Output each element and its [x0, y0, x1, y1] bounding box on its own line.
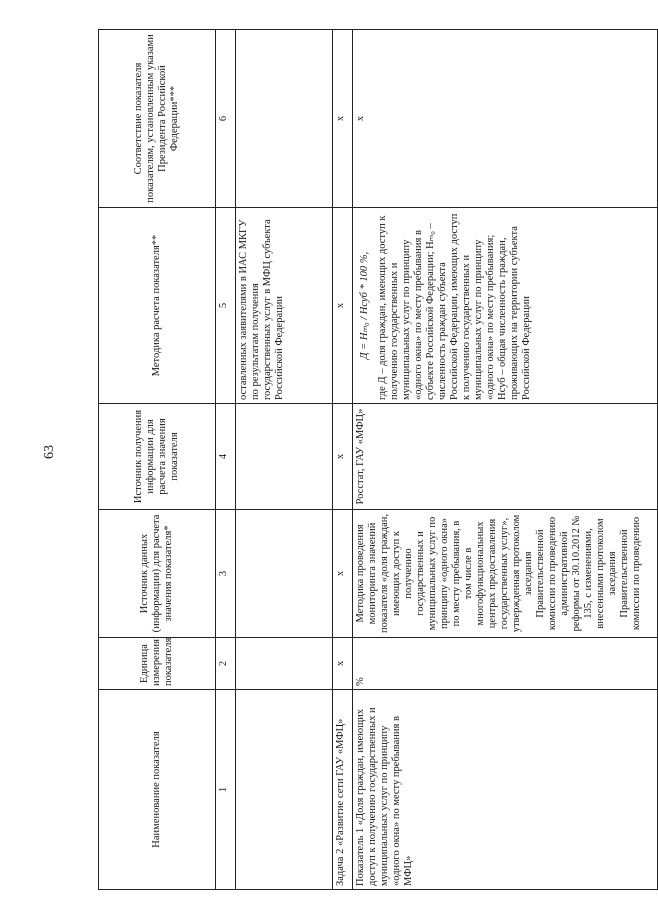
header-name: Наименование показателя: [99, 690, 216, 890]
indicator-unit: %: [353, 638, 658, 690]
indicator-source-data: Методика проведения мониторинга значений показателя «доля граждан, имеющих доступ к получению государственных и муниципальных услуг по принципу «одного окна» по месту пребывания, в том числе в многофункциональных центрах предоставления государственных услуг», утвержденная протоколом заседания Правительственной комиссии по проведению административной реформы от 30.10.2012 № 135, с изменениями, внесенными протоколом заседания Правительственной комиссии по проведению: [353, 510, 658, 638]
col-number: 4: [216, 404, 236, 510]
header-unit: Единица измерения показателя: [99, 638, 216, 690]
task-unit: х: [333, 638, 353, 690]
column-number-row: [216, 30, 236, 890]
method-text: где Д – доля граждан, имеющих доступ к получению государственных и муниципальных услуг по принципу «одного окна» по месту пребывания в субъекте Российской Федерации; Нₘ₀ – численность граждан субъекта Российской Федерации, имеющих доступ к получению государственных и муниципальных услуг по принципу «одного окна» по месту пребывания; Нсуб – общая численность граждан, проживающих на территории субъекта Российской Федерации: [377, 213, 532, 400]
col-number: 6: [216, 30, 236, 208]
header-compliance: Соответствие показателя показателям, установленным указами Президента Российской Федерации***: [99, 30, 216, 208]
indicator-source-info: Росстат, ГАУ «МФЦ»: [353, 404, 658, 510]
col-number: 2: [216, 638, 236, 690]
indicator-table-rotated: [98, 30, 642, 890]
header-row: [99, 30, 216, 890]
task-name: Задача 2 «Развитие сети ГАУ «МФЦ»: [333, 690, 353, 890]
task-compliance: х: [333, 30, 353, 208]
task-source-data: х: [333, 510, 353, 638]
continuation-row: [236, 30, 333, 890]
continuation-cell: [236, 404, 333, 510]
col-number: 5: [216, 208, 236, 404]
continuation-cell: [236, 638, 333, 690]
page-number: 63: [42, 445, 57, 459]
indicator-row: [353, 30, 658, 890]
task-source-info: х: [333, 404, 353, 510]
indicator-method-cell: [353, 208, 658, 404]
indicator-table: [98, 29, 658, 890]
task-method: х: [333, 208, 353, 404]
header-method: Методика расчета показателя**: [99, 208, 216, 404]
col-number: 3: [216, 510, 236, 638]
formula: Д = Нₘ₀ / Нсуб * 100 %,: [359, 251, 370, 360]
header-source-info: Источник получения информации для расчета значения показателя: [99, 404, 216, 510]
header-source-data: Источник данных (информации) для расчета значения показателя*: [99, 510, 216, 638]
indicator-compliance: х: [353, 30, 658, 208]
continuation-method-text: оставленных заявителями в ИАС МКГУ по результатам получения государственных услуг в МФЦ субъекта Российской Федерации: [236, 208, 333, 404]
continuation-cell: [236, 690, 333, 890]
task-row: [333, 30, 353, 890]
col-number: 1: [216, 690, 236, 890]
indicator-name: Показатель 1 «Доля граждан, имеющих доступ к получению государственных и муниципальных услуг по принципу «одного окна» по месту пребывания в МФЦ»: [353, 690, 658, 890]
continuation-cell: [236, 510, 333, 638]
continuation-cell: [236, 30, 333, 208]
